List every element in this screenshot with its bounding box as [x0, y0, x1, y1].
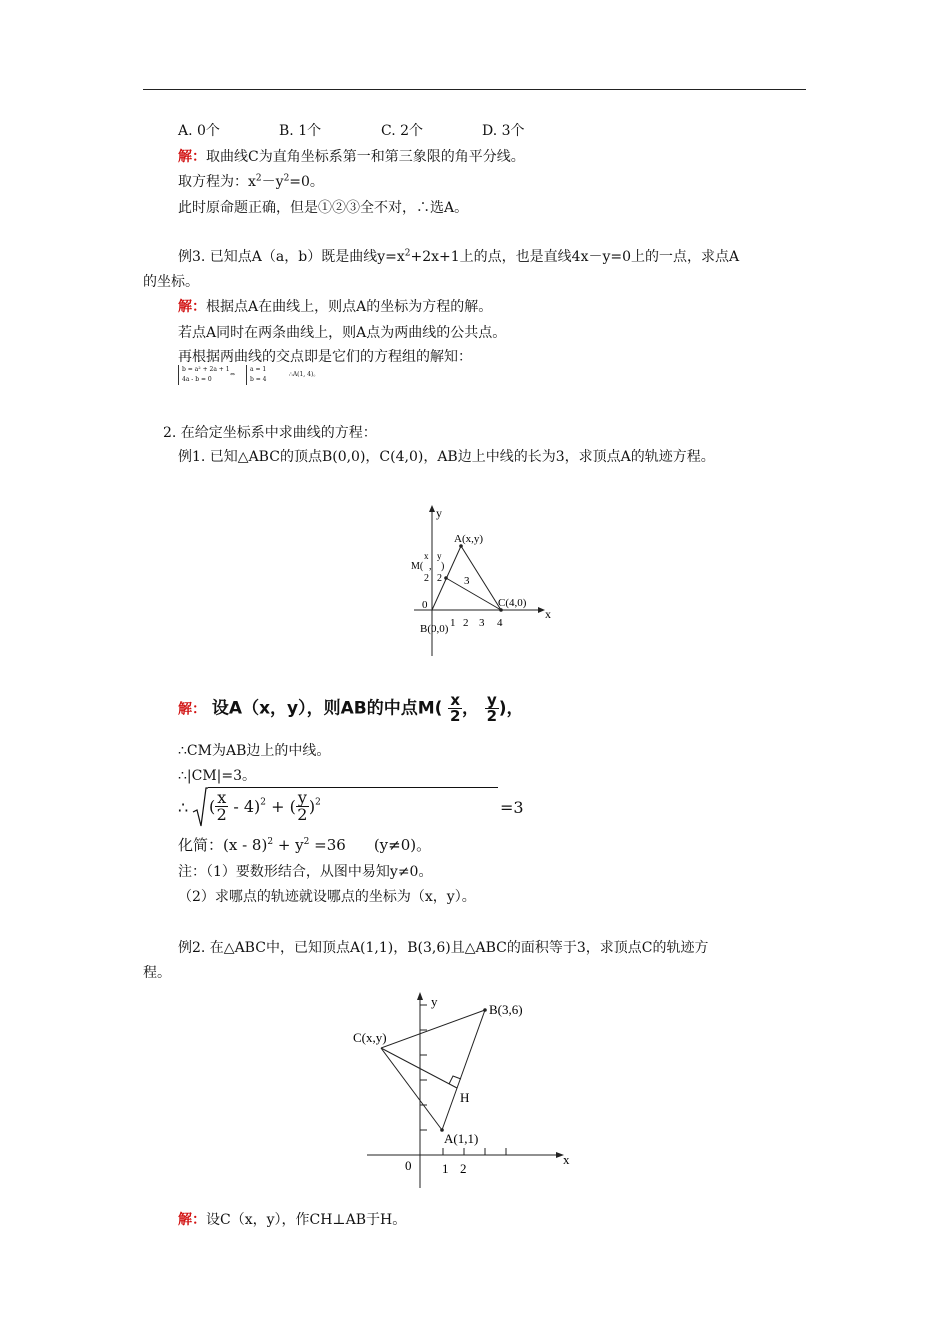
solution-3-line-3: 再根据两曲线的交点即是它们的方程组的解知： — [178, 349, 472, 365]
solution-1-line-3: 此时原命题正确，但是①②③全不对，∴选A。 — [178, 200, 469, 216]
solution-2-lead: 解： 设A（x，y），则AB的中点M( $\frac{x}{2}$ ， $\frac{y}{2}$ )， — [178, 691, 524, 725]
label-h: H — [460, 1090, 470, 1105]
solution-1-line-2: 取方程为：$x^2-y^2=0$。 — [178, 173, 324, 190]
y-label: y — [436, 506, 442, 520]
section-2-title: 2. 在给定坐标系中求曲线的方程： — [163, 425, 377, 441]
tick-label-1: 1 — [442, 1161, 449, 1176]
point-b — [483, 1008, 487, 1012]
label-m-x: x — [424, 551, 429, 561]
example-3-line-1: 例3. 已知点A（a，b）既是曲线$y=x^2+2x+1$上的点，也是直线4x－y=0上的一点，求点A — [178, 248, 740, 265]
label-m: M( — [411, 561, 424, 572]
label-a: A(x,y) — [454, 533, 484, 545]
radical-sign — [192, 786, 208, 830]
side-ca — [381, 1048, 442, 1130]
solution-2-line-2: ∴|CM|=3。 — [178, 768, 257, 784]
label-origin: 0 — [422, 599, 428, 611]
tick-label-2: 2 — [460, 1161, 467, 1176]
solution-2-line-1: ∴CM为AB边上的中线。 — [178, 743, 331, 759]
side-cb — [381, 1010, 485, 1048]
example-3-line-2: 的坐标。 — [143, 274, 199, 290]
label-m-close: ) — [441, 561, 445, 572]
figure-2 — [345, 990, 580, 1190]
option-a: A. 0个 — [178, 123, 220, 139]
y-axis-arrow — [417, 992, 423, 1000]
radicand: ( $\frac{x}{2}$ - 4)$^2$ + ( $\frac{y}{2}$ )$^2$ — [209, 788, 321, 824]
tick-label-2: 2 — [463, 617, 469, 629]
example-2-line-2: 程。 — [143, 965, 171, 981]
side-ba — [442, 1010, 485, 1130]
label-c: C(x,y) — [353, 1030, 387, 1045]
label-m-den-1: 2 — [424, 573, 429, 584]
solution-4-line-1: 解：设C（x，y），作CH⊥AB于H。 — [178, 1212, 407, 1228]
x-label: x — [545, 607, 551, 621]
option-c: C. 2个 — [381, 123, 424, 139]
label-a: A(1,1) — [444, 1131, 479, 1146]
label-median-length: 3 — [464, 575, 470, 587]
label-m-comma: , — [429, 561, 432, 572]
label-b: B(0,0) — [420, 623, 449, 635]
note-2: （2）求哪点的轨迹就设哪点的坐标为（x，y）。 — [178, 889, 476, 905]
radical-bar — [208, 787, 498, 788]
figure-1 — [400, 500, 560, 660]
x-label: x — [563, 1152, 570, 1167]
tick-label-3: 3 — [479, 617, 485, 629]
label-c: C(4,0) — [498, 597, 527, 609]
label-b: B(3,6) — [489, 1002, 523, 1017]
point-m — [444, 576, 448, 580]
solution-3-line-2: 若点A同时在两条曲线上，则A点为两曲线的公共点。 — [178, 325, 507, 341]
x-axis-arrow — [538, 607, 545, 613]
y-label: y — [431, 994, 438, 1009]
note-1: 注：（1）要数形结合，从图中易知y≠0。 — [178, 864, 433, 880]
solution-label: 解： — [178, 149, 206, 165]
altitude-ch — [381, 1048, 457, 1088]
y-ticks — [420, 1005, 427, 1130]
label-origin: 0 — [405, 1158, 412, 1173]
example-2-line-1: 例2. 在△ABC中，已知顶点A(1,1)，B(3,6)且△ABC的面积等于3，求顶点C的轨迹方 — [178, 940, 709, 956]
solution-1-line-1: 解：取曲线C为直角坐标系第一和第三象限的角平分线。 — [178, 149, 525, 165]
tick-label-1: 1 — [450, 617, 456, 629]
solution-3-line-1: 解：根据点A在曲线上，则点A的坐标为方程的解。 — [178, 299, 493, 315]
median-cm — [446, 578, 501, 610]
example-1-text: 例1. 已知△ABC的顶点B(0,0)，C(4,0)，AB边上中线的长为3，求顶点A的轨迹方程。 — [178, 449, 715, 465]
label-m-den-2: 2 — [437, 573, 442, 584]
label-m-y: y — [437, 551, 442, 561]
simplified-equation: 化简：$(x - 8)^2 + y^2 =36$ (y≠0)。 — [178, 836, 432, 854]
x-ticks — [443, 1148, 506, 1155]
y-axis-arrow — [429, 505, 435, 512]
option-d: D. 3个 — [482, 123, 525, 139]
tick-label-4: 4 — [497, 617, 503, 629]
header-rule — [143, 89, 806, 90]
option-b: B. 1个 — [279, 123, 322, 139]
